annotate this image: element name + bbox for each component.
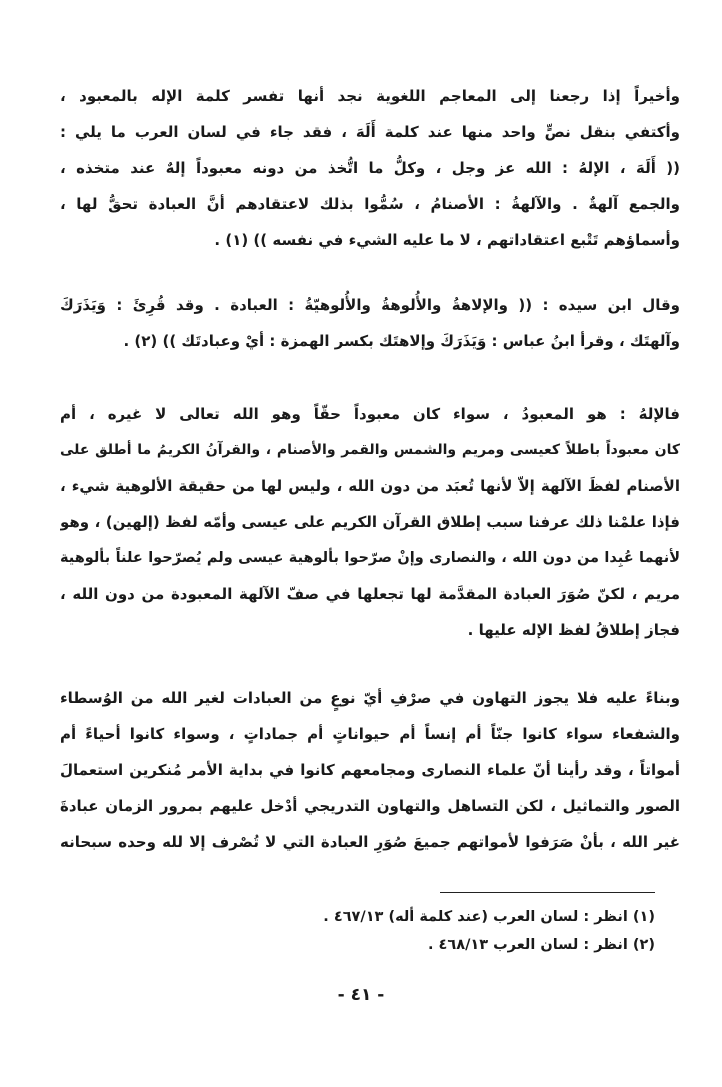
text-line: كان معبوداً باطلاً كعيسى ومريم والشمس والقمر والأصنام ، والقرآنُ الكريمُ ما أطلق على [60, 442, 680, 458]
footnote-1: (١) انظر : لسان العرب (عند كلمة أله) ٤٦٧/١٣ . [323, 909, 655, 925]
text-line: وأسماؤهم تَتْبع اعتقاداتهم ، لا ما عليه الشيء في نفسه )) (١) . [214, 231, 680, 249]
text-line: والجمع آلهةٌ . والآلهةُ : الأصنامُ ، سُمُّوا بذلك لاعتقادهم أنَّ العبادة تحقُّ لها ، [60, 195, 680, 213]
page-number: - ٤١ - [337, 985, 385, 1005]
text-line: مريم ، لكنّ صُوَرَ العبادة المقدَّمة لها تجعلها في صفّ الآلهة المعبودة من دون الله ، [60, 585, 680, 603]
text-line: فجاز إطلاقُ لفظ الإله عليها . [467, 621, 680, 639]
text-line: أمواتاً ، وقد رأينا أنّ علماء النصارى ومجامعهم كانوا في بداية الأمر مُنكرين استعمالَ [60, 761, 680, 779]
text-line: فإذا علمْنا ذلك عرفنا سبب إطلاق القرآن الكريم على عيسى وأمّه لفظ (إلهين) ، وهو [60, 513, 680, 531]
paragraph-ibn-sidah-quote [60, 287, 680, 359]
text-line: وأخيراً إذا رجعنا إلى المعاجم اللغوية نجد أنها تفسر كلمة الإله بالمعبود ، [60, 87, 680, 105]
text-line: وقال ابن سيده : (( والإلاهةُ والأُلوهةُ والأُلوهيّةُ : العبادة . وقد قُرِئَ : وَيَذَرَكَ [60, 296, 680, 314]
text-line: لأنهما عُبِدا من دون الله ، والنصارى وإنْ صرّحوا بألوهية عيسى ولم يُصرّحوا علناً بألوهية [60, 550, 680, 566]
text-line: غير الله ، بأنْ صَرَفوا لأمواتهم جميعَ صُوَرِ العبادة التي لا تُصْرف إلا لله وحده سبحانه [60, 833, 680, 851]
text-line: والشفعاء سواء كانوا جنّاً أم إنساً أم حيواناتٍ أم جماداتٍ ، وسواء كانوا أحياءً أم [60, 725, 680, 743]
text-line: فالإلهُ : هو المعبودُ ، سواء كان معبوداً حقّاً وهو الله تعالى لا غيره ، أم [60, 405, 680, 423]
paragraph-dictionary-definition [60, 78, 680, 258]
text-line: وبناءً عليه فلا يجوز التهاون في صرْفِ أيّ نوعٍ من العبادات لغير الله من الوُسطاء [60, 689, 680, 707]
text-line: (( أَلَهَ ، الإلهُ : الله عز وجل ، وكلُّ ما اتُّخذ من دونه معبوداً إلهٌ عند متخذه ، [60, 159, 680, 177]
text-line: الصور والتماثيل ، لكن التساهل والتهاون التدريجي أدْخل عليهم بمرور الزمان عبادةَ [60, 797, 680, 815]
text-line: وآلهتَك ، وقرأ ابنُ عباس : وَيَذَرَكَ وإلاهتَك بكسر الهمزة : أيْ وعبادتَك )) (٢) . [123, 332, 680, 350]
paragraph-meaning-of-ilah [60, 396, 680, 648]
footnote-separator [440, 892, 655, 893]
footnote-2: (٢) انظر : لسان العرب ٤٦٨/١٣ . [427, 937, 655, 953]
text-line: الأصنام لفظَ الآلهة إلاّ لأنها تُعبَد من دون الله ، وليس لها من حقيقة الألوهية شيء ، [60, 477, 680, 495]
text-line: وأكتفي بنقل نصٍّ واحد منها عند كلمة أَلَهَ ، فقد جاء في لسان العرب ما يلي : [60, 123, 680, 141]
paragraph-conclusion [60, 680, 680, 860]
